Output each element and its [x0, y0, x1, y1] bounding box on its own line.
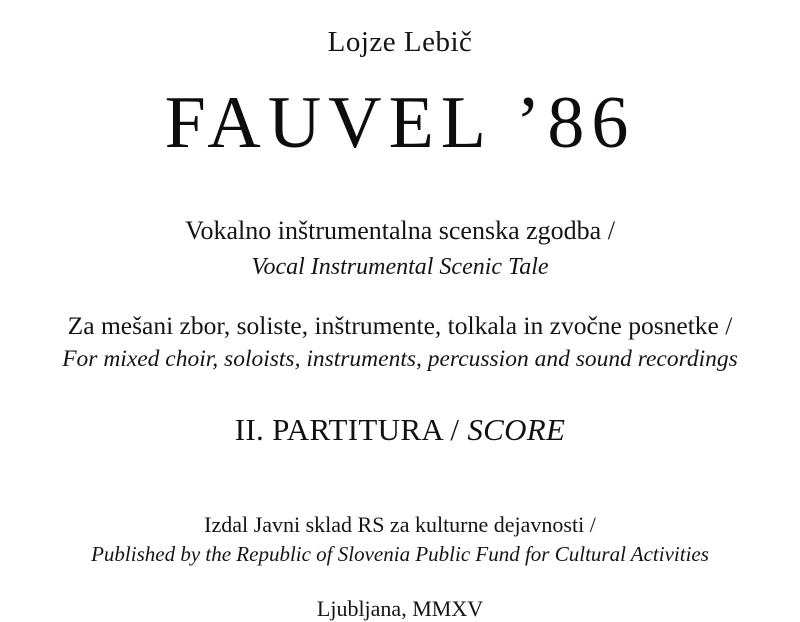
publisher-slovene: Izdal Javni sklad RS za kulturne dejavnosti /	[204, 511, 596, 537]
section-label-english: SCORE	[467, 411, 566, 447]
composer-name: Lojze Lebič	[327, 26, 473, 58]
place-and-date: Ljubljana, MMXV	[316, 596, 484, 622]
performing-forces-slovene: Za mešani zbor, soliste, inštrumente, tolkala in zvočne posnetke /	[67, 310, 733, 340]
subtitle-block	[185, 214, 615, 283]
section-label-slovene: II. PARTITURA /	[234, 411, 460, 447]
section-label	[235, 412, 566, 448]
performing-forces-block	[62, 309, 738, 376]
performing-forces-english: For mixed choir, soloists, instruments, percussion and sound recordings	[62, 346, 738, 373]
publisher-english: Published by the Republic of Slovenia Public Fund for Cultural Activities	[91, 542, 709, 567]
subtitle-slovene: Vokalno inštrumentalna scenska zgodba /	[185, 216, 615, 245]
page-title: FAUVEL ’86	[164, 82, 636, 164]
subtitle-english: Vocal Instrumental Scenic Tale	[251, 253, 549, 280]
publisher-block	[91, 510, 709, 569]
